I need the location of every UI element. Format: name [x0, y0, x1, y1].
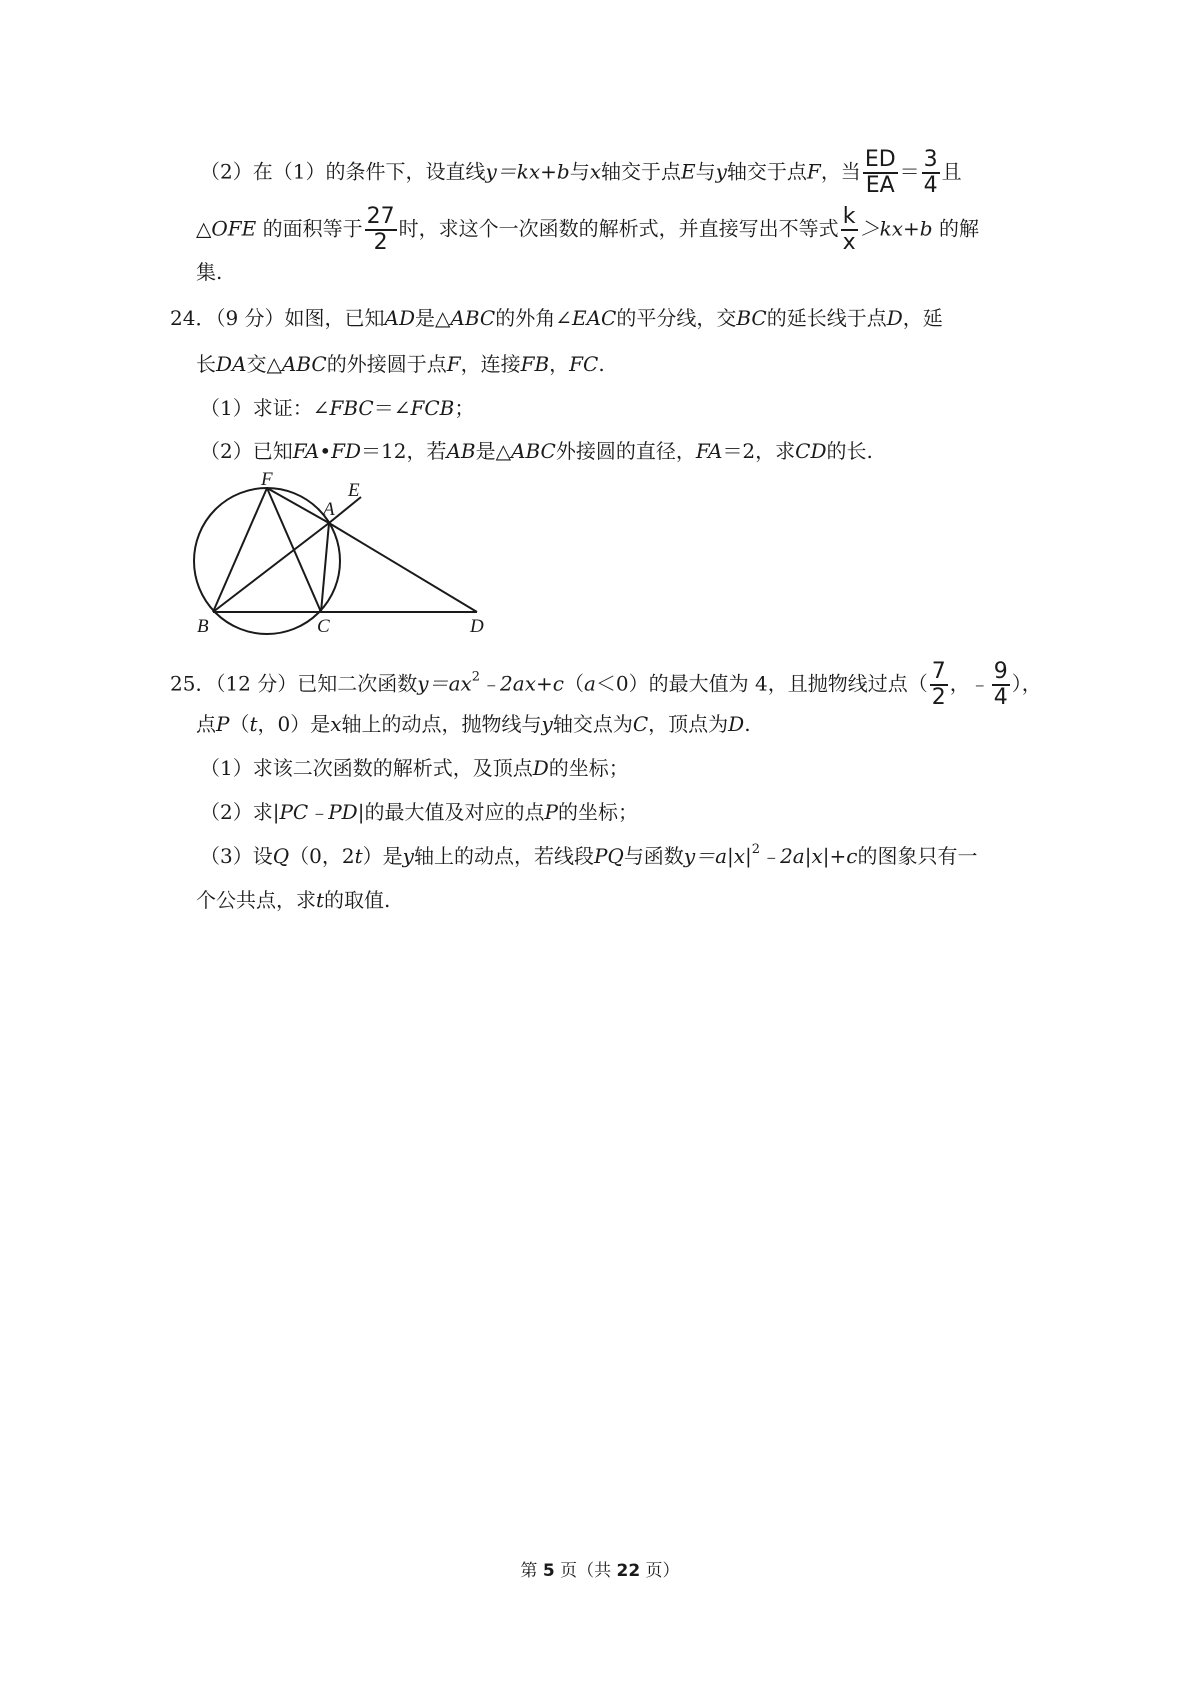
segment-FB — [213, 488, 267, 612]
q24-line1: 24．（9 分）如图，已知AD是△ABC的外角∠EAC的平分线，交BC的延长线于点D，延 — [170, 306, 943, 330]
q23-part2-line2: △OFE 的面积等于 $\frac{27}{2}$ 时，求这个一次函数的解析式，并直接写出不等式 $\frac{k}{x}$ ＞kx+b 的解 — [196, 204, 979, 255]
label-C: C — [317, 616, 330, 637]
q24-line2: 长DA交△ABC的外接圆于点F，连接FB，FC. — [196, 352, 605, 376]
fraction-3-4: $\frac{3}{4}$ — [923, 147, 938, 198]
page-total: 22 — [616, 1561, 641, 1581]
fraction-ed-ea: $\frac{ED}{EA}$ — [864, 147, 896, 198]
q25-line1: 25．（12 分）已知二次函数$y=ax^2﹣2ax+c(a<0)$的最大值为 4，且抛物线过点（ $\frac{7}{2}$ ，﹣ $\frac{9}{4}$ ）， — [170, 659, 1042, 710]
label-D: D — [470, 616, 484, 637]
fraction-27-2: $\frac{27}{2}$ — [366, 204, 395, 255]
q24-part1: （1）求证：∠FBC＝∠FCB； — [200, 396, 475, 420]
segment-BA — [213, 523, 329, 612]
q24-part2: （2）已知FA•FD＝12，若AB是△ABC外接圆的直径，FA＝2，求CD的长. — [200, 439, 873, 463]
fraction-7-2: $\frac{7}{2}$ — [931, 659, 946, 710]
fraction-9-4: $\frac{9}{4}$ — [993, 659, 1008, 710]
page-footer: 第 5 页（共 22 页） — [520, 1561, 680, 1581]
q23-part2-line3: 集. — [196, 260, 223, 284]
label-A: A — [323, 499, 335, 520]
label-F: F — [261, 470, 273, 490]
segment-FA — [267, 488, 329, 523]
fraction-k-x: $\frac{k}{x}$ — [842, 204, 856, 255]
q25-line2: 点P（t，0）是x轴上的动点，抛物线与y轴交点为C，顶点为D. — [196, 712, 751, 736]
q25-part3: （3）设Q（0，2t）是y轴上的动点，若线段PQ与函数$y=a|x|^2﹣2a|x|+c$的图象只有一 — [200, 842, 978, 868]
q25-part3-cont: 个公共点，求t的取值. — [196, 888, 391, 912]
geometry-figure — [185, 470, 505, 645]
label-B: B — [197, 616, 209, 637]
segment-AC — [321, 523, 329, 612]
q23-part2-line1: （2）在（1）的条件下，设直线y＝kx+b与x轴交于点E与y轴交于点F，当 $\frac{ED}{EA}$ ＝ $\frac{3}{4}$ 且 — [200, 147, 962, 198]
segment-AD — [329, 523, 477, 612]
q25-part2: （2）求|PC﹣PD|的最大值及对应的点P的坐标； — [200, 800, 638, 824]
label-E: E — [348, 480, 360, 501]
page-number: 5 — [542, 1561, 555, 1581]
q25-part1: （1）求该二次函数的解析式，及顶点D的坐标； — [200, 756, 629, 780]
